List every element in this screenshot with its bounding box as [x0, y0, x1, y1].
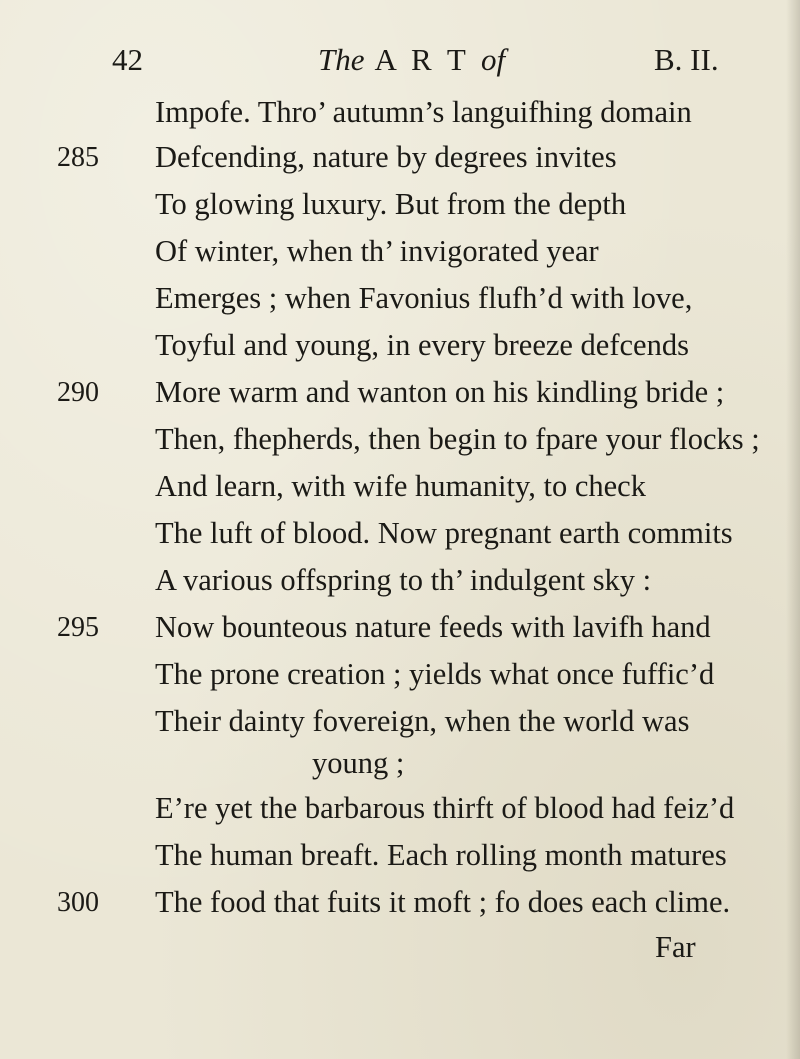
book-label: B. II. [654, 42, 719, 77]
verse-line: The food that fuits it moft ; fo does each clime. [155, 885, 731, 919]
verse-line: Now bounteous nature feeds with lavifh hand [155, 610, 711, 644]
verse-line: Toyful and young, in every breeze defcends [155, 328, 689, 362]
verse-line: Impofe. Thro’ autumn’s languifhing domain [155, 95, 692, 129]
running-title-the: The [318, 42, 365, 77]
running-title-of: of [480, 42, 506, 77]
line-number-285: 285 [57, 142, 99, 173]
verse-turnover: young ; [312, 746, 405, 780]
verse-line: Of winter, when th’ invigorated year [155, 234, 599, 268]
running-title-art: A R T [364, 42, 481, 77]
verse-line: E’re yet the barbarous thirft of blood had feiz’d [155, 791, 735, 825]
verse-line: The luft of blood. Now pregnant earth commits [155, 516, 733, 550]
verse-line: Defcending, nature by degrees invites [155, 140, 617, 174]
verse-line: Then, fhepherds, then begin to fpare your flocks ; [155, 422, 760, 456]
verse-line: More warm and wanton on his kindling bride ; [155, 375, 725, 409]
line-number-300: 300 [57, 887, 99, 918]
line-number-295: 295 [57, 612, 99, 643]
verse-line: And learn, with wife humanity, to check [155, 469, 646, 503]
verse-line: Their dainty fovereign, when the world was [155, 704, 690, 738]
running-head [0, 42, 800, 82]
catchword: Far [655, 930, 696, 964]
verse-line: To glowing luxury. But from the depth [155, 187, 627, 221]
running-title [318, 42, 505, 78]
verse-line: A various offspring to th’ indulgent sky : [155, 563, 652, 597]
verse-line: Emerges ; when Favonius flufh’d with love, [155, 281, 693, 315]
line-number-290: 290 [57, 377, 99, 408]
verse-line: The human breaft. Each rolling month matures [155, 838, 727, 872]
page-number: 42 [112, 42, 143, 77]
page-edge-shadow [786, 0, 800, 1059]
verse-line: The prone creation ; yields what once fuffic’d [155, 657, 715, 691]
